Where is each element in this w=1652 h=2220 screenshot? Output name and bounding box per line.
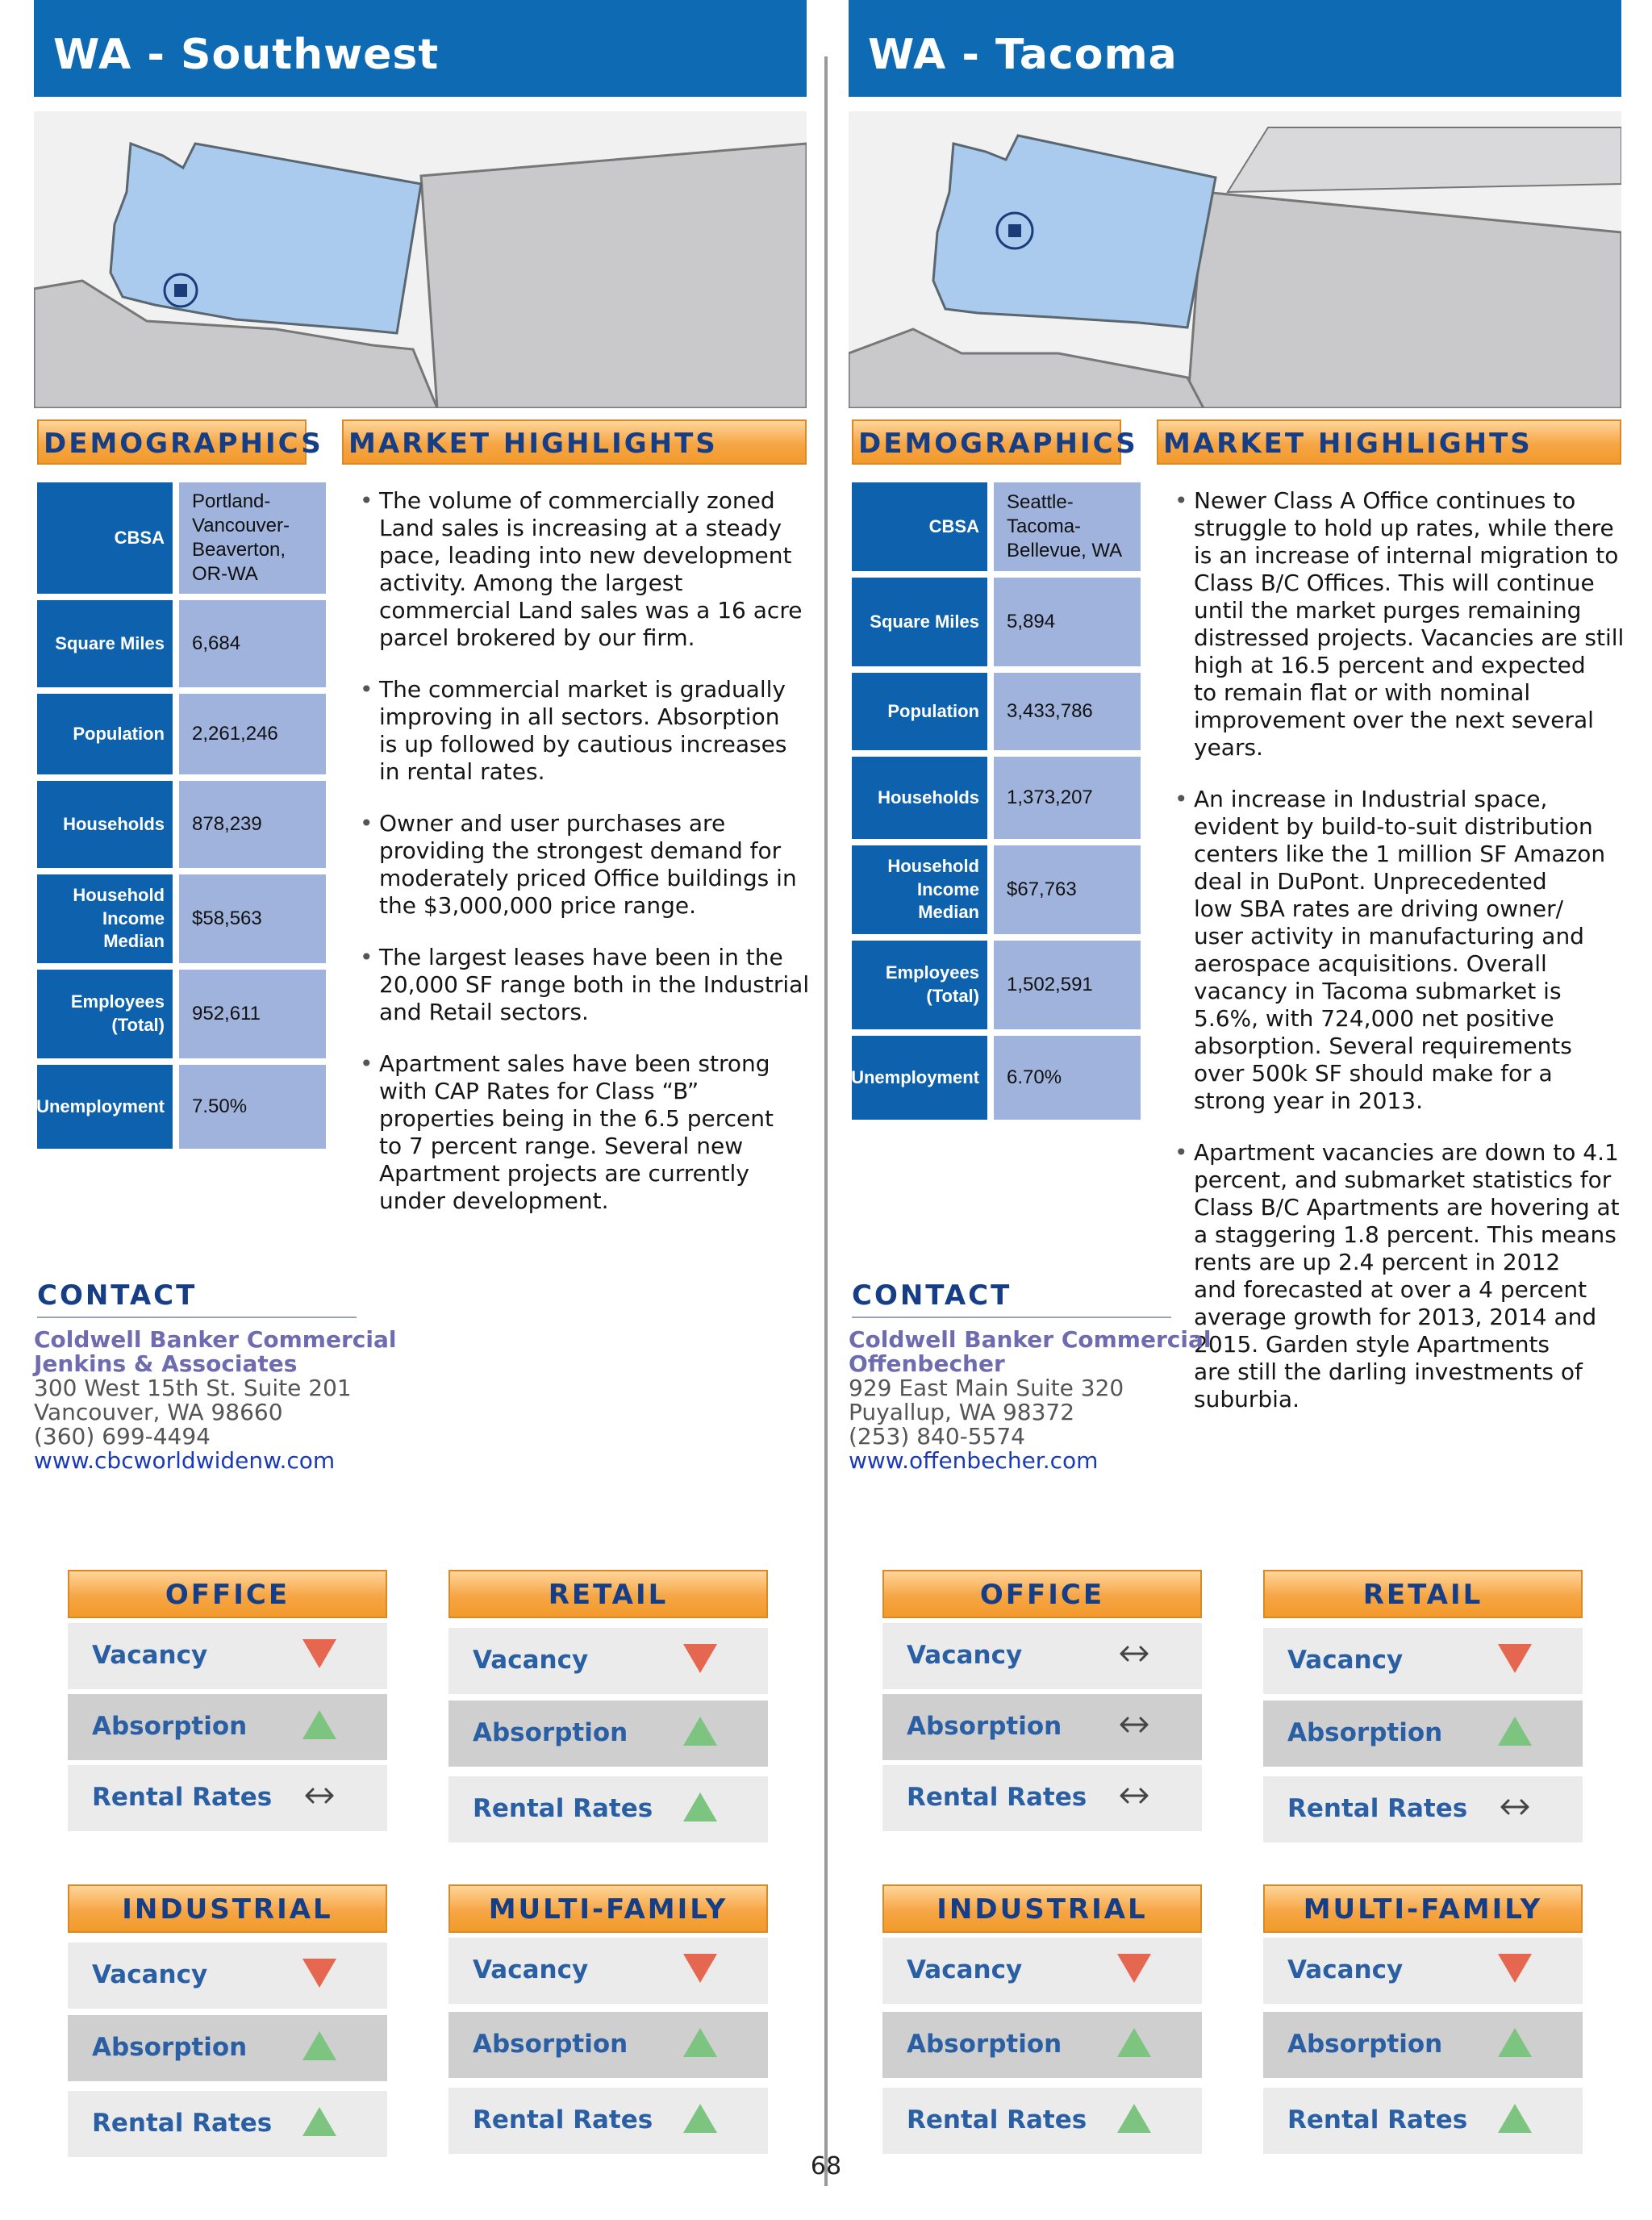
demographics-label-cell: Unemployment [852, 1036, 987, 1120]
triangle-up-icon [300, 2028, 339, 2064]
triangle-up-icon [681, 1713, 720, 1749]
demographics-row [852, 845, 1141, 934]
sector-row-label: Absorption [92, 1712, 248, 1741]
demographics-label-cell: Population [37, 694, 173, 774]
demographics-row [852, 1036, 1141, 1120]
demographics-label-cell: Household Income Median [852, 845, 987, 934]
sector-row-label: Absorption [1287, 2030, 1443, 2059]
panel-title: WA - Tacoma [868, 31, 1178, 79]
sector-card-header [882, 1570, 1202, 1618]
demographics-value-cell: 7.50% [179, 1065, 326, 1149]
contact-firm-subname: Offenbecher [849, 1350, 1005, 1377]
triangle-up-icon [681, 1789, 720, 1825]
contact-divider [852, 1317, 1171, 1318]
demographics-value-cell: 3,433,786 [994, 673, 1141, 750]
demographics-label-cell: Households [37, 781, 173, 868]
demographics-header [37, 419, 323, 465]
sector-name: RETAIL [548, 1579, 669, 1611]
sector-row [68, 1623, 387, 1689]
demographics-label-cell: Employees (Total) [852, 941, 987, 1029]
triangle-down-icon [1115, 1951, 1153, 1986]
triangle-down-icon [681, 1951, 720, 1986]
contact-website-link[interactable]: www.cbcworldwidenw.com [34, 1447, 336, 1474]
panel-title: WA - Southwest [53, 31, 440, 79]
contact-address-line1: 929 East Main Suite 320 [849, 1375, 1124, 1401]
demographics-value-cell: 6,684 [179, 600, 326, 687]
region-map [849, 111, 1621, 408]
sector-row-label: Vacancy [473, 1955, 589, 1984]
market-highlights-header [342, 419, 807, 465]
sector-row-label: Rental Rates [473, 2105, 653, 2134]
sector-card-retail [1263, 1570, 1583, 1823]
triangle-down-icon [681, 1641, 720, 1676]
demographics-label-cell: Household Income Median [37, 874, 173, 963]
region-map [34, 111, 807, 408]
sector-row [882, 1694, 1202, 1760]
sector-card-header [1263, 1884, 1583, 1933]
highlight-item: • An increase in Industrial space, evident by build-to-suit distribution centers like the 1 million SF Amazon deal in DuPont. Unprecedented low SBA rates are driving owner/ user activity in manufacturing and aerospace acquisitions. Overall vacancy in Tacoma submarket is 5.6%, with 724,000 net positive absorption. Several requirements over 500k SF should make for a strong year in 2013. [1174, 786, 1634, 1115]
demographics-label-cell: Square Miles [37, 600, 173, 687]
demographics-row [37, 970, 326, 1058]
sector-row-label: Rental Rates [473, 1794, 653, 1823]
sector-name: OFFICE [979, 1579, 1105, 1611]
triangle-up-icon [300, 2104, 339, 2139]
double-arrow-icon [1496, 1789, 1534, 1825]
sector-card-header [448, 1570, 768, 1618]
sector-card-header [448, 1884, 768, 1933]
market-highlights-label: MARKET HIGHLIGHTS [348, 428, 718, 460]
sector-card-header [1263, 1570, 1583, 1618]
demographics-label-cell: Population [852, 673, 987, 750]
sector-row [1263, 2012, 1583, 2078]
sector-row-label: Absorption [907, 1712, 1062, 1741]
demographics-row [37, 874, 326, 963]
sector-row [1263, 2088, 1583, 2154]
demographics-row [37, 694, 326, 774]
contact-phone: (253) 840-5574 [849, 1423, 1025, 1450]
panel-title-banner [849, 0, 1621, 97]
column-divider [824, 56, 828, 2186]
sector-row [1263, 1776, 1583, 1842]
contact-block [34, 1279, 397, 1474]
sector-row [448, 1628, 768, 1694]
demographics-value-cell: 878,239 [179, 781, 326, 868]
demographics-label-cell: Square Miles [852, 578, 987, 666]
demographics-row [852, 482, 1141, 571]
sector-row-label: Rental Rates [907, 1783, 1087, 1812]
sector-card-header [882, 1884, 1202, 1933]
sector-row [448, 2088, 768, 2154]
demographics-row [852, 578, 1141, 666]
highlight-item: • The largest leases have been in the 20,000 SF range both in the Industrial and Retail sectors. [360, 944, 820, 1026]
demographics-label: DEMOGRAPHICS [44, 428, 323, 460]
sector-row [68, 2091, 387, 2157]
contact-firm-name: Coldwell Banker Commercial [34, 1326, 397, 1353]
sector-row-label: Vacancy [907, 1955, 1023, 1984]
demographics-label: DEMOGRAPHICS [858, 428, 1138, 460]
highlight-item: • Newer Class A Office continues to struggle to hold up rates, while there is an increase of internal migration to Class B/C Offices. This will continue until the market purges remaining distressed projects. Vacancies are still high at 16.5 percent and expected to remain flat or with nominal improvement over the next several years. [1174, 487, 1634, 762]
demographics-label-cell: Employees (Total) [37, 970, 173, 1058]
sector-row [68, 1694, 387, 1760]
contact-address-line2: Vancouver, WA 98660 [34, 1399, 283, 1425]
sector-row [448, 1776, 768, 1842]
sector-row [882, 1623, 1202, 1689]
demographics-value-cell: $67,763 [994, 845, 1141, 934]
sector-row-label: Vacancy [1287, 1955, 1404, 1984]
demographics-value-cell: 6.70% [994, 1036, 1141, 1120]
triangle-up-icon [1115, 2025, 1153, 2060]
market-highlights-label: MARKET HIGHLIGHTS [1163, 428, 1533, 460]
triangle-up-icon [1115, 2101, 1153, 2136]
market-highlights-list [360, 487, 820, 1239]
demographics-row [37, 482, 326, 594]
sector-row-label: Vacancy [473, 1646, 589, 1675]
demographics-row [852, 941, 1141, 1029]
demographics-value-cell: $58,563 [179, 874, 326, 963]
highlight-item: • The commercial market is gradually improving in all sectors. Absorption is up followed by cautious increases in rental rates. [360, 676, 820, 786]
sector-row [882, 2088, 1202, 2154]
contact-title: CONTACT [852, 1279, 1012, 1312]
triangle-up-icon [681, 2101, 720, 2136]
market-highlights-header [1157, 419, 1621, 465]
sector-row-label: Rental Rates [907, 2105, 1087, 2134]
sector-row [1263, 1700, 1583, 1767]
demographics-row [852, 673, 1141, 750]
sector-row-label: Vacancy [1287, 1646, 1404, 1675]
double-arrow-icon [1115, 1778, 1153, 1813]
triangle-up-icon [1496, 2101, 1534, 2136]
triangle-down-icon [1496, 1641, 1534, 1676]
sector-name: INDUSTRIAL [937, 1893, 1148, 1926]
double-arrow-icon [1115, 1636, 1153, 1671]
sector-name: INDUSTRIAL [122, 1893, 333, 1926]
market-highlights-list [1174, 487, 1634, 1438]
sector-card-industrial [68, 1884, 387, 2138]
sector-row [448, 2012, 768, 2078]
sector-row-label: Rental Rates [92, 2109, 273, 2138]
triangle-down-icon [300, 1955, 339, 1991]
sector-row [68, 1765, 387, 1831]
washington-map-image [849, 111, 1621, 408]
sector-row-label: Absorption [907, 2030, 1062, 2059]
sector-row [882, 2012, 1202, 2078]
triangle-down-icon [300, 1636, 339, 1671]
sector-card-industrial [882, 1884, 1202, 2134]
sector-row [882, 1938, 1202, 2004]
demographics-value-cell: 952,611 [179, 970, 326, 1058]
demographics-row [852, 757, 1141, 839]
sector-card-header [68, 1884, 387, 1933]
sector-card-retail [448, 1570, 768, 1823]
demographics-label-cell: CBSA [852, 482, 987, 571]
sector-card-multi-family [448, 1884, 768, 2134]
sector-card-header [68, 1570, 387, 1618]
panel-title-banner [34, 0, 807, 97]
sector-row [1263, 1628, 1583, 1694]
panel-southwest [34, 0, 808, 2178]
triangle-down-icon [1496, 1951, 1534, 1986]
highlight-item: • The volume of commercially zoned Land sales is increasing at a steady pace, leading into new development activity. Among the largest commercial Land sales was a 16 acre parcel brokered by our firm. [360, 487, 820, 652]
sector-row [68, 1942, 387, 2009]
triangle-up-icon [681, 2025, 720, 2060]
contact-title: CONTACT [37, 1279, 198, 1312]
sector-row-label: Rental Rates [92, 1783, 273, 1812]
triangle-up-icon [1496, 1713, 1534, 1749]
double-arrow-icon [300, 1778, 339, 1813]
triangle-up-icon [1496, 2025, 1534, 2060]
sector-row-label: Vacancy [907, 1641, 1023, 1670]
sector-row [448, 1938, 768, 2004]
highlight-item: • Owner and user purchases are providing the strongest demand for moderately priced Office buildings in the $3,000,000 price range. [360, 810, 820, 920]
demographics-header [852, 419, 1138, 465]
contact-firm-subname: Jenkins & Associates [34, 1350, 298, 1377]
sector-name: OFFICE [165, 1579, 290, 1611]
sector-row [448, 1700, 768, 1767]
sector-name: MULTI-FAMILY [488, 1893, 728, 1926]
demographics-value-cell: 2,261,246 [179, 694, 326, 774]
demographics-value-cell: 1,373,207 [994, 757, 1141, 839]
double-arrow-icon [1115, 1707, 1153, 1742]
contact-firm-name: Coldwell Banker Commercial [849, 1326, 1212, 1353]
sector-card-multi-family [1263, 1884, 1583, 2134]
sector-row [1263, 1938, 1583, 2004]
demographics-value-cell: 5,894 [994, 578, 1141, 666]
demographics-value-cell: 1,502,591 [994, 941, 1141, 1029]
contact-block [849, 1279, 1212, 1474]
sector-name: MULTI-FAMILY [1303, 1893, 1543, 1926]
sector-card-office [882, 1570, 1202, 1812]
sector-name: RETAIL [1362, 1579, 1483, 1611]
demographics-label-cell: Unemployment [37, 1065, 173, 1149]
washington-map-image [34, 111, 807, 408]
demographics-value-cell: Portland- Vancouver- Beaverton, OR-WA [179, 482, 326, 594]
sector-card-office [68, 1570, 387, 1812]
sector-row-label: Absorption [473, 1718, 628, 1747]
contact-website-link[interactable]: www.offenbecher.com [849, 1447, 1099, 1474]
sector-row [68, 2015, 387, 2081]
contact-phone: (360) 699-4494 [34, 1423, 211, 1450]
contact-address-line1: 300 West 15th St. Suite 201 [34, 1375, 352, 1401]
demographics-row [37, 781, 326, 868]
sector-row-label: Rental Rates [1287, 1794, 1468, 1823]
sector-row-label: Absorption [92, 2033, 248, 2062]
triangle-up-icon [300, 1707, 339, 1742]
demographics-row [37, 1065, 326, 1149]
highlight-item: • Apartment vacancies are down to 4.1 percent, and submarket statistics for Class B/C Apartments are hovering at a staggering 1.8 percent. This means rents are up 2.4 percent in 2012 and forecasted at over a 4 percent average growth for 2013, 2014 and 2015. Garden style Apartments are still the darling investments of suburbia. [1174, 1139, 1634, 1413]
sector-row-label: Rental Rates [1287, 2105, 1468, 2134]
contact-address-line2: Puyallup, WA 98372 [849, 1399, 1075, 1425]
sector-row-label: Absorption [473, 2030, 628, 2059]
panel-tacoma [849, 0, 1623, 2178]
demographics-value-cell: Seattle- Tacoma- Bellevue, WA [994, 482, 1141, 571]
contact-divider [37, 1317, 357, 1318]
highlight-item: • Apartment sales have been strong with CAP Rates for Class “B” properties being in the 6.5 percent to 7 percent range. Several new Apartment projects are currently under development. [360, 1050, 820, 1215]
sector-row-label: Vacancy [92, 1641, 208, 1670]
demographics-row [37, 600, 326, 687]
sector-row-label: Vacancy [92, 1960, 208, 1989]
page-number: 68 [810, 2152, 842, 2180]
demographics-label-cell: CBSA [37, 482, 173, 594]
sector-row [882, 1765, 1202, 1831]
demographics-label-cell: Households [852, 757, 987, 839]
sector-row-label: Absorption [1287, 1718, 1443, 1747]
